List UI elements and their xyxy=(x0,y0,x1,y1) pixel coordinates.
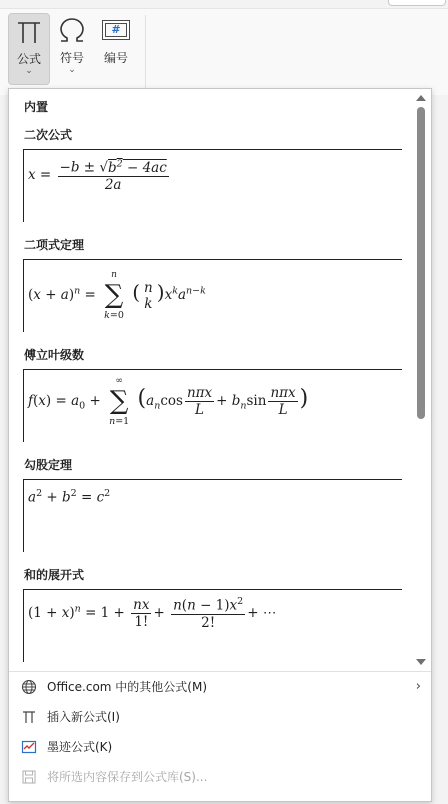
gallery-item-title: 傅立叶级数 xyxy=(24,348,85,362)
equation-gallery-dropdown xyxy=(8,88,432,802)
menu-item-ink-equation[interactable] xyxy=(9,732,431,762)
equation-preview: $(x + a)^n$ = n ∑ k=0 ( n k )$x^ka^{n-k}$ xyxy=(28,270,206,321)
menu-item-save-to-gallery xyxy=(9,762,431,792)
gallery-item-title: 二次公式 xyxy=(24,128,73,142)
save-icon xyxy=(21,769,37,785)
scroll-up-icon[interactable] xyxy=(416,95,426,101)
gallery-item-pythagorean[interactable] xyxy=(23,479,402,552)
menu-item-label: 将所选内容保存到公式库(S)... xyxy=(47,770,208,784)
menu-item-label: 墨迹公式(K) xyxy=(47,740,113,754)
pi-icon xyxy=(21,709,37,725)
symbol-button[interactable] xyxy=(52,13,92,83)
gallery-item-title: 和的展开式 xyxy=(24,568,85,582)
chevron-right-icon: › xyxy=(415,679,421,694)
gallery-item-title: 勾股定理 xyxy=(24,458,73,472)
pi-icon xyxy=(9,14,49,48)
gallery-item-sum-expansion[interactable] xyxy=(23,589,402,662)
equation-preview: x = $\frac{-b \pm √b^2 - 4ac}{2a}$ xyxy=(28,158,167,193)
equation-preview: $(1 + x)^n = 1$ + $\frac{nx}{1!}$ + $\frac{n(n - 1)x^2}{2!}$ + ⋯ xyxy=(28,596,277,631)
ribbon-separator xyxy=(145,15,146,89)
menu-item-label: 插入新公式(I) xyxy=(47,710,120,724)
title-strip xyxy=(0,0,448,8)
ink-equation-icon xyxy=(21,739,37,755)
numbering-glyph: # xyxy=(102,20,130,40)
menu-item-label: Office.com 中的其他公式(M) xyxy=(47,680,208,694)
section-header-builtin: 内置 xyxy=(24,100,49,114)
equation-gallery xyxy=(9,89,413,671)
omega-icon xyxy=(52,13,92,47)
chevron-down-icon: ⌄ xyxy=(68,65,76,75)
equation-menu xyxy=(9,671,431,792)
menu-item-insert-new-equation[interactable] xyxy=(9,702,431,732)
symbol-button-label: 符号 xyxy=(59,51,84,65)
chevron-down-icon: ⌄ xyxy=(25,66,33,76)
gallery-item-quadratic[interactable] xyxy=(23,149,402,222)
gallery-item-binomial[interactable] xyxy=(23,259,402,332)
numbering-icon xyxy=(96,13,136,47)
numbering-button-label: 编号 xyxy=(103,51,128,65)
scrollbar-thumb[interactable] xyxy=(417,107,425,419)
equation-preview: $a^2 + b^2 = c^2$ xyxy=(28,488,111,506)
numbering-button[interactable] xyxy=(96,13,136,83)
gallery-item-title: 二项式定理 xyxy=(24,238,85,252)
menu-item-more-equations[interactable] xyxy=(9,672,431,702)
scroll-down-icon[interactable] xyxy=(416,659,426,665)
gallery-item-fourier[interactable] xyxy=(23,369,402,442)
ribbon-group-symbols xyxy=(0,8,448,95)
equation-button-label: 公式 xyxy=(16,52,41,66)
equation-button[interactable] xyxy=(8,13,50,85)
globe-icon xyxy=(21,679,37,695)
gallery-scrollbar[interactable] xyxy=(412,89,431,671)
equation-preview: $f(x) = a_0$ + ∞ ∑ n=1 ($a_n\cos$ $\frac{\text{nπx}}{L}$ + $b_n\sin$ $\frac{\text{nπx}}{L}$ ) xyxy=(28,376,309,427)
tab-edge xyxy=(388,0,446,6)
